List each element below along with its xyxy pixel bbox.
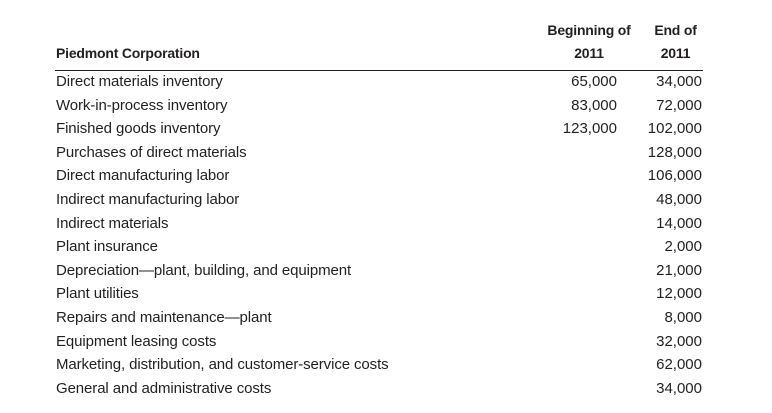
beginning-value: 65,000	[571, 73, 617, 90]
row-label: Depreciation—plant, building, and equipment	[56, 261, 352, 279]
row-label: Finished goods inventory	[56, 120, 221, 138]
end-value: 62,000	[656, 356, 702, 374]
row-label: Equipment leasing costs	[56, 332, 217, 350]
table-row	[0, 259, 772, 283]
table-row	[0, 94, 772, 118]
table-row	[0, 282, 772, 306]
row-label: Marketing, distribution, and customer-service costs	[56, 356, 389, 374]
table-row	[0, 164, 772, 188]
end-value: 32,000	[656, 332, 702, 350]
end-value: 21,000	[656, 261, 702, 279]
end-value: 106,000	[647, 167, 702, 185]
table-row	[0, 141, 772, 165]
table-row	[0, 70, 772, 94]
table-row	[0, 377, 772, 401]
end-value: 8,000	[664, 308, 702, 326]
table-row	[0, 306, 772, 330]
table-row	[0, 188, 772, 212]
table-row	[0, 117, 772, 141]
row-label: Plant insurance	[56, 238, 158, 256]
end-value: 128,000	[647, 143, 702, 161]
end-header-line2: 2011	[660, 45, 691, 61]
beginning-header-line1: Beginning of	[547, 22, 631, 38]
row-label: Indirect materials	[56, 214, 169, 232]
table-row	[0, 353, 772, 377]
row-label: Direct manufacturing labor	[56, 167, 230, 185]
end-value: 48,000	[656, 190, 702, 208]
end-value: 34,000	[656, 73, 702, 90]
row-label: Direct materials inventory	[56, 73, 223, 90]
beginning-value: 123,000	[562, 120, 617, 138]
table-row	[0, 235, 772, 259]
table-row	[0, 212, 772, 236]
table-row	[0, 330, 772, 354]
end-value: 34,000	[656, 379, 702, 397]
beginning-of-year-column-header	[540, 19, 638, 65]
end-value: 14,000	[656, 214, 702, 232]
end-header-line1: End of	[654, 22, 697, 38]
end-value: 2,000	[664, 238, 702, 256]
row-label: Repairs and maintenance—plant	[56, 308, 272, 326]
table-body	[0, 70, 772, 400]
company-header: Piedmont Corporation	[56, 45, 200, 61]
beginning-header-line2: 2011	[574, 45, 604, 61]
row-label: Work-in-process inventory	[56, 96, 228, 114]
end-of-year-column-header	[649, 19, 702, 65]
end-value: 12,000	[656, 285, 702, 303]
row-label: Plant utilities	[56, 285, 139, 303]
row-label: General and administrative costs	[56, 379, 272, 397]
row-label: Purchases of direct materials	[56, 143, 247, 161]
end-value: 72,000	[656, 96, 702, 114]
row-label: Indirect manufacturing labor	[56, 190, 240, 208]
beginning-value: 83,000	[571, 96, 617, 114]
end-value: 102,000	[647, 120, 702, 138]
